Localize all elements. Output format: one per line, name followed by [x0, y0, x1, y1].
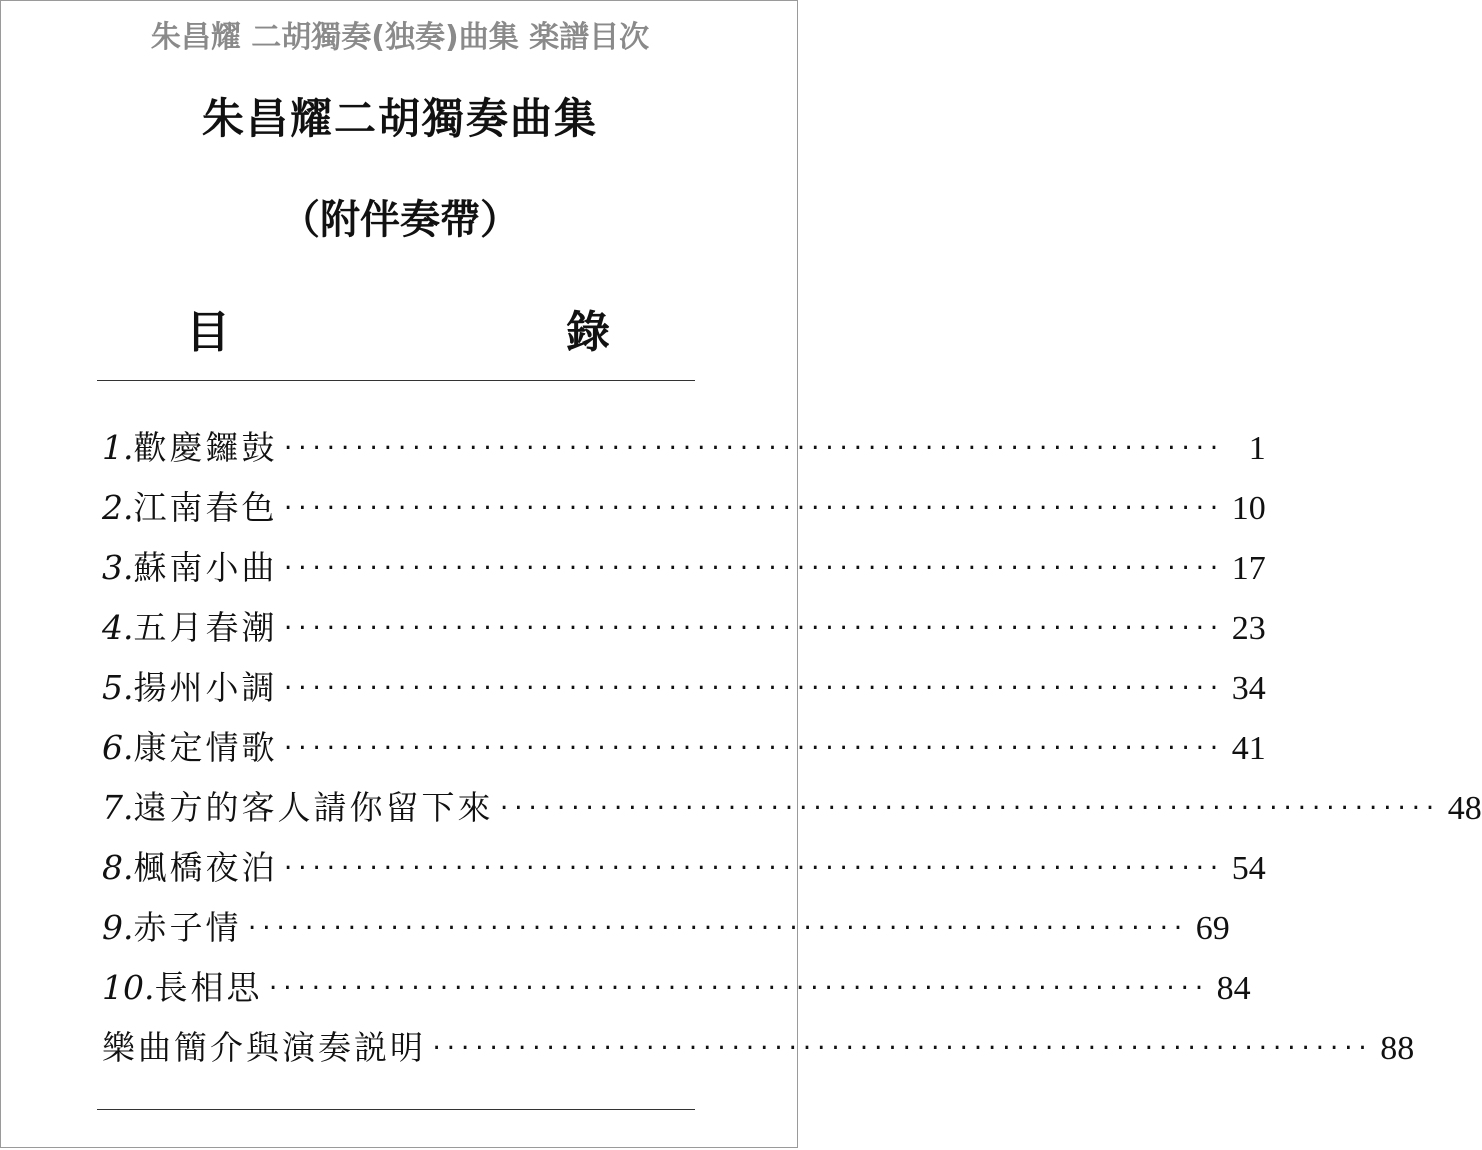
toc-entry[interactable] — [102, 842, 1266, 902]
book-title: 朱昌耀二胡獨奏曲集 — [201, 94, 598, 143]
dot-leader: ·································································· — [281, 616, 1222, 641]
toc-entry[interactable] — [102, 422, 1266, 482]
dot-leader: ·································································· — [281, 676, 1222, 701]
dot-leader: ·································································· — [266, 976, 1207, 1001]
toc-entry-number: 5. — [102, 668, 134, 707]
toc-entry[interactable] — [102, 1022, 1415, 1082]
toc-entry-page: 23 — [1231, 610, 1266, 647]
book-subtitle: （附伴奏帶） — [280, 197, 520, 243]
toc-entry-number: 9. — [102, 908, 134, 947]
dot-leader: ·································································· — [281, 856, 1222, 881]
toc-entry-page: 10 — [1231, 490, 1266, 527]
dot-leader: ·································································· — [281, 436, 1222, 461]
toc-entry[interactable] — [102, 482, 1266, 542]
dot-leader: ·································································· — [245, 916, 1186, 941]
toc-entry-page: 1 — [1248, 430, 1266, 467]
dot-leader: ·································································· — [497, 796, 1438, 821]
toc-entry-title: 長相思 — [154, 968, 263, 1007]
toc-entry-number: 3. — [102, 548, 134, 587]
toc-entry[interactable] — [102, 782, 1482, 842]
toc-heading-right: 錄 — [566, 307, 610, 358]
toc-entry[interactable] — [102, 662, 1266, 722]
toc-entry-page: 84 — [1216, 970, 1251, 1007]
toc-entry-title: 楓橋夜泊 — [133, 848, 278, 887]
dot-leader: ·································································· — [281, 556, 1222, 581]
toc-entry[interactable] — [102, 542, 1266, 602]
toc-entry-title: 江南春色 — [133, 488, 278, 527]
toc-entry-title: 康定情歌 — [133, 728, 278, 767]
toc-entry-title: 蘇南小曲 — [133, 548, 278, 587]
toc-entry[interactable] — [102, 602, 1266, 662]
dot-leader: ·································································· — [281, 736, 1222, 761]
toc-entry-page: 17 — [1231, 550, 1266, 587]
toc-entry-page: 88 — [1380, 1030, 1415, 1067]
toc-entry-title: 歡慶鑼鼓 — [133, 428, 278, 467]
toc-entry-title: 揚州小調 — [133, 668, 278, 707]
toc-entry-title: 五月春潮 — [133, 608, 278, 647]
bottom-divider — [97, 1109, 695, 1110]
toc-entry-page: 48 — [1447, 790, 1482, 827]
toc-entry[interactable] — [102, 962, 1251, 1022]
toc-entry-title: 赤子情 — [133, 908, 242, 947]
running-head: 朱昌耀 二胡獨奏(独奏)曲集 楽譜目次 — [150, 20, 650, 55]
toc-entry-title: 樂曲簡介與演奏説明 — [102, 1028, 426, 1067]
toc-entry-number: 8. — [102, 848, 134, 887]
toc-entry-page: 54 — [1231, 850, 1266, 887]
dot-leader: ·································································· — [430, 1036, 1371, 1061]
toc-list — [102, 422, 1482, 1082]
toc-entry[interactable] — [102, 902, 1230, 962]
toc-entry-page: 69 — [1195, 910, 1230, 947]
toc-entry-number: 10. — [102, 968, 155, 1007]
toc-entry-number: 2. — [102, 488, 134, 527]
toc-entry-page: 41 — [1231, 730, 1266, 767]
toc-entry-title: 遠方的客人請你留下來 — [133, 788, 494, 827]
toc-entry-number: 4. — [102, 608, 134, 647]
toc-entry[interactable] — [102, 722, 1266, 782]
toc-entry-number: 1. — [102, 428, 134, 467]
toc-entry-page: 34 — [1231, 670, 1266, 707]
dot-leader: ·································································· — [281, 496, 1222, 521]
toc-entry-number: 6. — [102, 728, 134, 767]
toc-heading-left: 目 — [186, 307, 230, 358]
toc-entry-number: 7. — [102, 788, 134, 827]
top-divider — [97, 380, 695, 381]
